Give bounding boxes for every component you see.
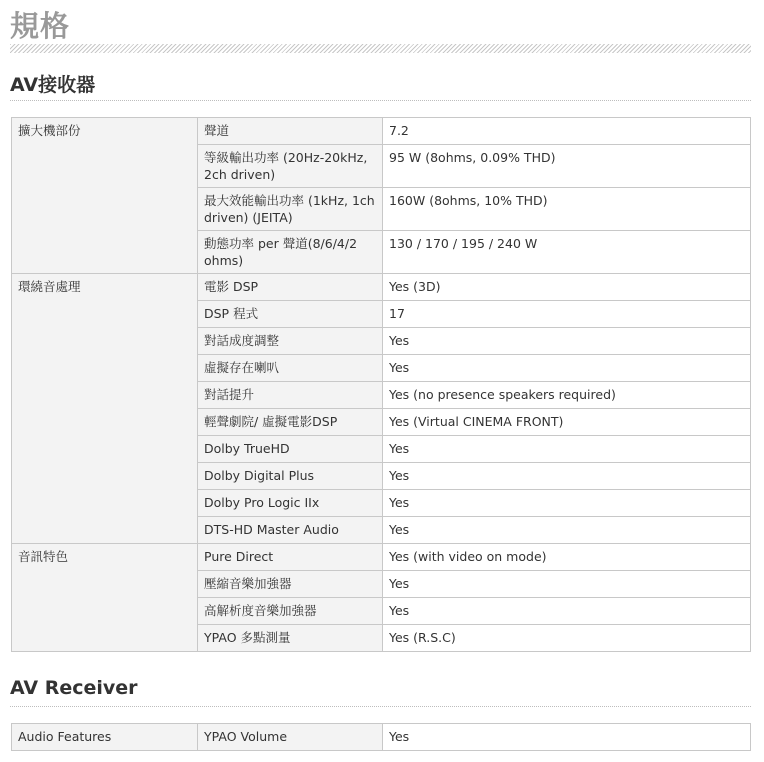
spec-feature: 壓縮音樂加強器 [198,571,383,598]
spec-feature: 電影 DSP [198,274,383,301]
spec-value: Yes [383,490,751,517]
spec-value: Yes [383,355,751,382]
spec-feature: 聲道 [198,118,383,145]
spec-feature: YPAO Volume [198,724,383,751]
spec-table-av-receiver-en [11,723,751,751]
spec-value: Yes (3D) [383,274,751,301]
spec-value: 95 W (8ohms, 0.09% THD) [383,145,751,188]
spec-value: Yes [383,598,751,625]
spec-table-av-receiver-zh [11,117,751,652]
spec-value: 160W (8ohms, 10% THD) [383,188,751,231]
spec-value: Yes (with video on mode) [383,544,751,571]
section-divider [10,100,751,101]
spec-value: 130 / 170 / 195 / 240 W [383,231,751,274]
spec-value: Yes (no presence speakers required) [383,382,751,409]
spec-feature: 動態功率 per 聲道(8/6/4/2 ohms) [198,231,383,274]
spec-value: Yes [383,724,751,751]
spec-value: Yes [383,571,751,598]
spec-feature: YPAO 多點測量 [198,625,383,652]
table-row [12,274,751,301]
spec-feature: Dolby Digital Plus [198,463,383,490]
spec-group-label: 環繞音處理 [12,274,198,544]
spec-group-label: 音訊特色 [12,544,198,652]
spec-feature: 虛擬存在喇叭 [198,355,383,382]
spec-feature: DTS-HD Master Audio [198,517,383,544]
spec-feature: 最大效能輸出功率 (1kHz, 1ch driven) (JEITA) [198,188,383,231]
spec-feature: Dolby Pro Logic IIx [198,490,383,517]
table-row [12,544,751,571]
spec-feature: 對話成度調整 [198,328,383,355]
spec-value: 7.2 [383,118,751,145]
spec-group-label: 擴大機部份 [12,118,198,274]
spec-feature: 高解析度音樂加強器 [198,598,383,625]
spec-value: Yes [383,463,751,490]
page-title: 規格 [10,9,71,43]
spec-value: Yes [383,517,751,544]
spec-feature: DSP 程式 [198,301,383,328]
section-title-av-receiver-zh: AV接收器 [10,74,96,96]
spec-feature: 輕聲劇院/ 虛擬電影DSP [198,409,383,436]
spec-feature: Dolby TrueHD [198,436,383,463]
spec-feature: 對話提升 [198,382,383,409]
title-hatch-divider [10,44,751,53]
spec-value: Yes (Virtual CINEMA FRONT) [383,409,751,436]
spec-value: Yes [383,436,751,463]
spec-value: Yes (R.S.C) [383,625,751,652]
spec-value: 17 [383,301,751,328]
table-row [12,118,751,145]
section-divider [10,706,751,707]
section-title-av-receiver-en: AV Receiver [10,677,138,699]
table-row [12,724,751,751]
spec-feature: 等級輸出功率 (20Hz-20kHz, 2ch driven) [198,145,383,188]
spec-feature: Pure Direct [198,544,383,571]
spec-value: Yes [383,328,751,355]
spec-group-label: Audio Features [12,724,198,751]
